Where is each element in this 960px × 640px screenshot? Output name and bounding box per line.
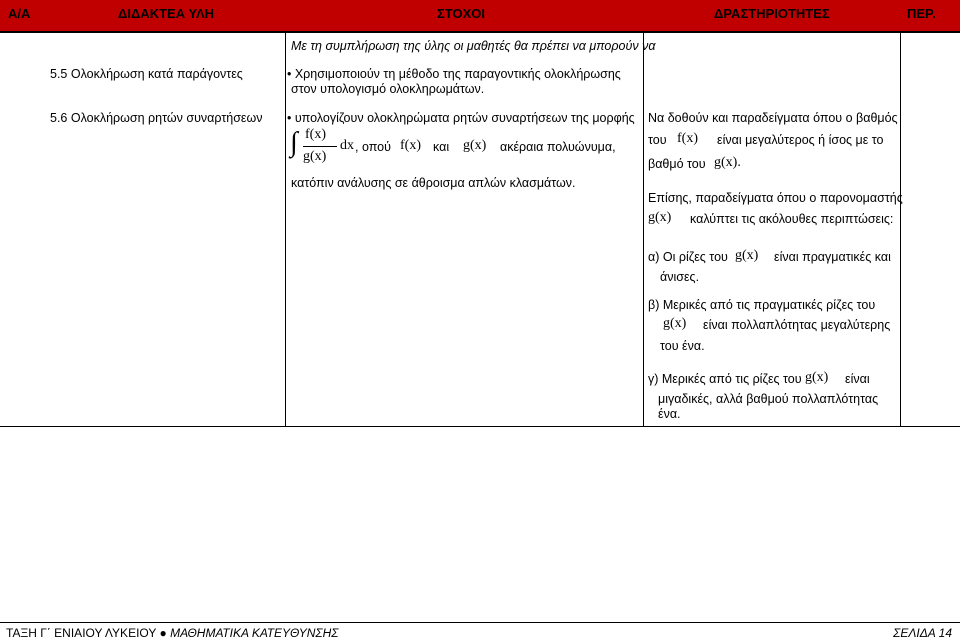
case-c-line3: ένα. [658, 407, 681, 421]
activity-line1: Να δοθούν και παραδείγματα όπου ο βαθμός [648, 111, 898, 125]
footer-subject: ΜΑΘΗΜΑΤΙΚΑ ΚΑΤΕΥΘΥΝΣΗΣ [170, 626, 339, 640]
table-bottom-border [0, 426, 960, 427]
goal-5-5-line1: • Χρησιμοποιούν τη μέθοδο της παραγοντικής ολοκλήρωσης [287, 67, 621, 81]
activity-g: g(x) [648, 210, 672, 225]
case-b-line3: του ένα. [660, 339, 705, 353]
case-b-line1: β) Μερικές από τις πραγματικές ρίζες του [648, 298, 876, 312]
footer-class: ΤΑΞΗ Γ΄ ΕΝΙΑΙΟΥ ΛΥΚΕΙΟΥ [6, 626, 157, 640]
math-f: f(x) [400, 138, 421, 153]
case-c-g: g(x) [805, 370, 829, 385]
goals-intro: Με τη συμπλήρωση της ύλης οι μαθητές θα πρέπει να μπορούν να [291, 39, 656, 53]
fraction-numerator: f(x) [305, 127, 326, 142]
activity-line5-post: καλύπτει τις ακόλουθες περιπτώσεις: [690, 212, 894, 226]
fraction-bar [303, 146, 337, 147]
column-divider [643, 33, 644, 426]
column-divider [900, 33, 901, 426]
case-b-post: είναι πολλαπλότητας μεγαλύτερης [703, 318, 891, 332]
activity-line4: Επίσης, παραδείγματα όπου ο παρονομαστής [648, 191, 903, 205]
case-c-line2: μιγαδικές, αλλά βαθμού πολλαπλότητας [658, 392, 879, 406]
footer-page-number: ΣΕΛΙΔΑ 14 [893, 626, 952, 640]
header-syllabus: ΔΙΔΑΚΤΕΑ ΥΛΗ [118, 6, 215, 21]
header-goals: ΣΤΟΧΟΙ [437, 6, 486, 21]
header-periods: ΠΕΡ. [907, 6, 936, 21]
activity-line2-pre: του [648, 133, 667, 147]
topic-5-6-title: 5.6 Ολοκλήρωση ρητών συναρτήσεων [50, 111, 263, 125]
math-and: και [433, 140, 450, 154]
header-activities: ΔΡΑΣΤΗΡΙΟΤΗΤΕΣ [714, 6, 830, 21]
case-a-g: g(x) [735, 248, 759, 263]
footer-rule [0, 622, 960, 623]
goal-5-6-line3: κατόπιν ανάλυσης σε άθροισμα απλών κλασμάτων. [291, 176, 576, 190]
goal-5-6-line1: • υπολογίζουν ολοκληρώματα ρητών συναρτήσεων της μορφής [287, 111, 635, 125]
integral-sign-icon: ∫ [290, 127, 298, 158]
case-a-post: είναι πραγματικές και [774, 250, 891, 264]
table-header [0, 0, 960, 33]
fraction-denominator: g(x) [303, 149, 327, 164]
case-c-pre: γ) Μερικές από τις ρίζες του [648, 372, 802, 386]
math-g: g(x) [463, 138, 487, 153]
footer-left [6, 626, 338, 640]
column-divider [285, 33, 286, 426]
math-where: , οπού [355, 140, 391, 154]
case-a-pre: α) Οι ρίζες του [648, 250, 728, 264]
activity-line3-pre: βαθμό του [648, 157, 706, 171]
activity-line2-post: είναι μεγαλύτερος ή ίσος με το [717, 133, 884, 147]
math-polynomials: ακέραια πολυώνυμα, [500, 140, 616, 154]
footer-bullet-icon: ● [159, 626, 167, 640]
activity-g: g(x). [714, 155, 741, 170]
goal-5-5-line2: στον υπολογισμό ολοκληρωμάτων. [291, 82, 485, 96]
case-a-line2: άνισες. [660, 270, 700, 284]
math-dx: dx [340, 138, 354, 153]
header-aa: A/A [8, 6, 31, 21]
case-b-g: g(x) [663, 316, 687, 331]
topic-5-5-title: 5.5 Ολοκλήρωση κατά παράγοντες [50, 67, 243, 81]
activity-f: f(x) [677, 131, 698, 146]
case-c-post: είναι [845, 372, 870, 386]
